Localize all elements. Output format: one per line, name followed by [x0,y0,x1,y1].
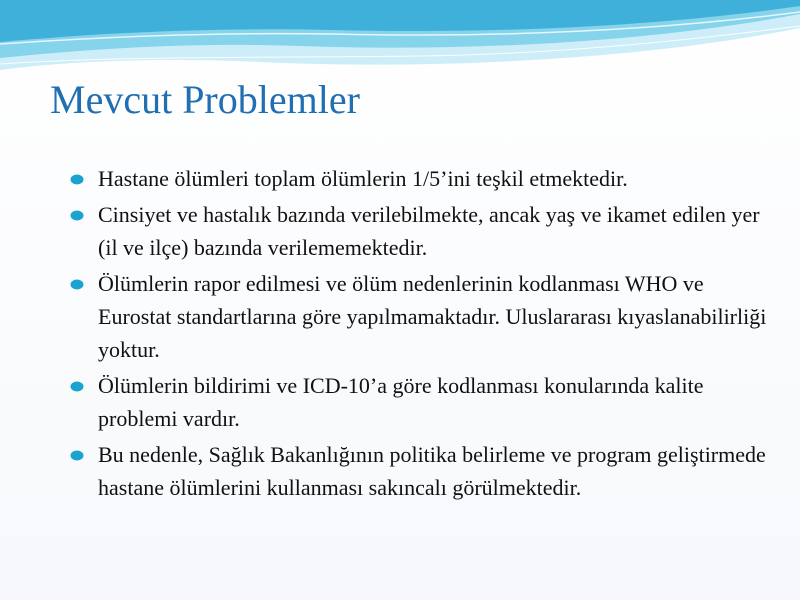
bullet-text: Hastane ölümleri toplam ölümlerin 1/5’ini teşkil etmektedir. [98,166,628,191]
bullet-text: Cinsiyet ve hastalık bazında verilebilmekte, ancak yaş ve ikamet edilen yer (il ve ilçe) bazında verilememektedir. [98,202,760,260]
bullet-text: Bu nedenle, Sağlık Bakanlığının politika belirleme ve program geliştirmede hastane ölümlerini kullanması sakıncalı görülmektedir. [98,442,766,500]
bullet-text: Ölümlerin bildirimi ve ICD-10’a göre kodlanması konularında kalite problemi vardır. [98,373,704,431]
bullet-item [70,438,770,504]
bullet-text: Ölümlerin rapor edilmesi ve ölüm nedenlerinin kodlanması WHO ve Eurostat standartlarına göre yapılmamaktadır. Uluslararası kıyaslanabilirliği yoktur. [98,271,767,362]
bullet-item [70,369,770,435]
bullet-item [70,267,770,366]
bullet-dot-icon [70,381,84,392]
bullet-item [70,162,770,195]
slide-title: Mevcut Problemler [50,77,360,122]
bullet-item [70,198,770,264]
bullet-dot-icon [70,279,84,290]
bullet-dot-icon [70,174,84,185]
bullet-dot-icon [70,210,84,221]
bullet-dot-icon [70,450,84,461]
bullet-list [70,162,770,507]
